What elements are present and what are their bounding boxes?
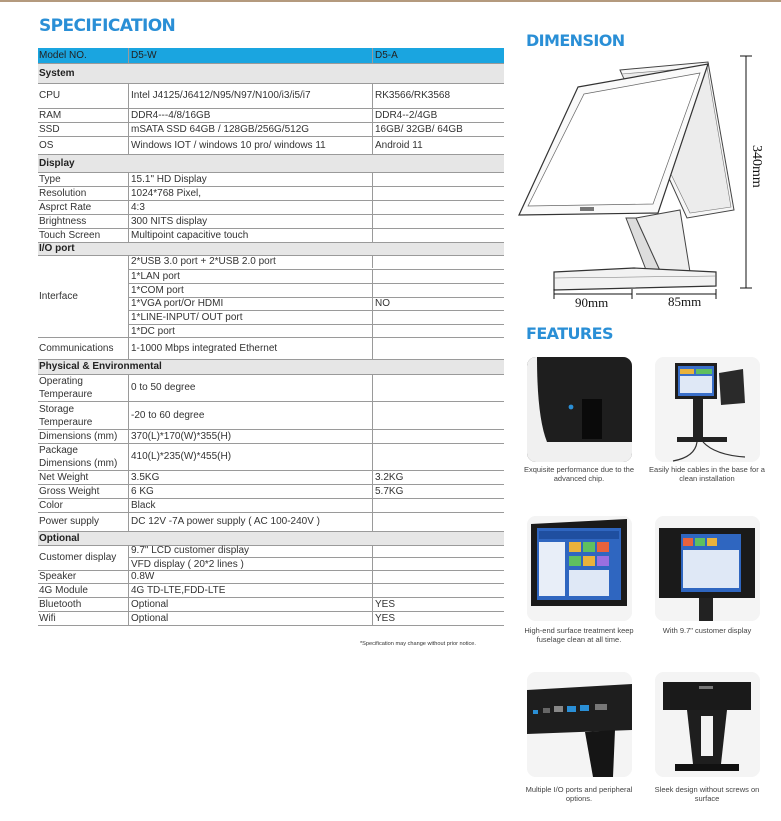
section-label: Optional — [39, 532, 80, 544]
value-d5w: Optional — [128, 612, 372, 625]
value-d5w: 1*LINE-INPUT/ OUT port — [128, 311, 372, 324]
features-heading: FEATURES — [526, 324, 613, 343]
row-label: Wifi — [39, 612, 56, 624]
row-label: CPU — [39, 90, 61, 101]
io-ports-image — [527, 672, 632, 777]
table-row-dimensions — [38, 430, 504, 444]
value-d5w: mSATA SSD 64GB / 128GB/256G/512G — [128, 123, 372, 136]
value-d5w: Black — [128, 499, 372, 512]
feature-caption: Exquisite performance due to the advanced chip. — [523, 465, 635, 484]
table-row-power-supply — [38, 513, 504, 532]
depth-a-dimension-label: 90mm — [575, 295, 609, 310]
value-d5w: VFD display ( 20*2 lines ) — [128, 558, 372, 571]
terminal-with-cables-image — [655, 357, 760, 462]
table-row-type — [38, 173, 504, 187]
value-d5w: 2*USB 3.0 port + 2*USB 2.0 port — [128, 255, 372, 268]
customer-display-subrow — [128, 557, 504, 571]
feature-card-sleek-design — [655, 672, 760, 777]
table-row-interface — [38, 256, 504, 338]
value-d5a — [372, 513, 504, 531]
value-d5w: 1*LAN port — [128, 270, 372, 283]
table-row-4g-module — [38, 584, 504, 598]
row-label: Speaker — [39, 571, 77, 582]
section-system — [38, 64, 504, 84]
value-d5a — [372, 571, 504, 583]
value-d5a — [372, 325, 504, 338]
dimension-heading: DIMENSION — [526, 31, 625, 50]
table-header-row — [38, 48, 504, 64]
interface-subrow — [128, 297, 504, 310]
value-d5a — [372, 311, 504, 324]
value-d5w: 0.8W — [128, 571, 372, 583]
value-d5w: 1*COM port — [128, 284, 372, 297]
row-label: Type — [39, 173, 61, 185]
depth-b-dimension-label: 85mm — [668, 294, 702, 309]
table-row-net-weight — [38, 471, 504, 485]
feature-card-performance — [527, 357, 632, 462]
value-d5a — [372, 173, 504, 186]
specification-heading: SPECIFICATION — [39, 16, 176, 36]
row-label: Operating Temperaure — [39, 376, 93, 400]
row-label: SSD — [39, 123, 60, 135]
row-label: Asprct Rate — [39, 201, 92, 213]
row-label: Gross Weight — [39, 485, 100, 497]
row-label: Storage Temperaure — [39, 403, 93, 428]
table-row-touch-screen — [38, 229, 504, 243]
feature-card-customer-display — [655, 516, 760, 621]
interface-subrow — [128, 255, 504, 268]
brand-logo — [580, 207, 594, 211]
value-d5a — [372, 545, 504, 557]
interface-subrow — [128, 269, 504, 283]
header-model-d5w: D5-W — [128, 48, 372, 63]
row-label: Net Weight — [39, 471, 89, 483]
value-d5a — [372, 270, 504, 283]
table-row-bluetooth — [38, 598, 504, 612]
feature-caption: With 9.7" customer display — [662, 626, 752, 635]
value-d5a: 5.7KG — [372, 485, 504, 498]
row-label: Power supply — [39, 516, 100, 527]
row-label: Communications — [39, 342, 114, 354]
pos-terminal-dimension-drawing — [512, 50, 762, 305]
value-d5w: -20 to 60 degree — [128, 402, 372, 429]
row-label: Package Dimensions (mm) — [39, 445, 118, 469]
table-row-resolution — [38, 187, 504, 201]
row-label: Interface — [39, 290, 78, 302]
value-d5w: 1024*768 Pixel, — [128, 187, 372, 200]
table-row-customer-display — [38, 546, 504, 571]
specification-note: *Specification may change without prior notice. — [360, 641, 476, 647]
value-d5a — [372, 229, 504, 242]
value-d5a — [372, 187, 504, 200]
value-d5a — [372, 284, 504, 297]
feature-caption: Easily hide cables in the base for a clean installation — [649, 465, 765, 484]
terminal-rear-display-image — [655, 516, 760, 621]
table-row-gross-weight — [38, 485, 504, 499]
feature-card-surface-treatment — [527, 516, 632, 621]
row-label: Resolution — [39, 187, 87, 199]
value-d5w: Windows IOT / windows 10 pro/ windows 11 — [128, 137, 372, 154]
value-d5a — [372, 499, 504, 512]
value-d5w: DDR4---4/8/16GB — [128, 109, 372, 122]
table-row-ram — [38, 109, 504, 123]
value-d5w: DC 12V -7A power supply ( AC 100-240V ) — [128, 513, 372, 531]
table-row-package-dimensions — [38, 444, 504, 471]
value-d5a — [372, 430, 504, 443]
value-d5a: 16GB/ 32GB/ 64GB — [372, 123, 504, 136]
value-d5a — [372, 255, 504, 268]
row-label: Bluetooth — [39, 598, 82, 610]
interface-subrow — [128, 324, 504, 338]
value-d5a — [372, 584, 504, 597]
value-d5w: 3.5KG — [128, 471, 372, 484]
height-dimension-label: 340mm — [749, 145, 764, 188]
value-d5a: NO — [372, 298, 504, 310]
row-label: 4G Module — [39, 584, 88, 596]
row-label: OS — [39, 139, 54, 151]
value-d5w: 410(L)*235(W)*455(H) — [128, 444, 372, 470]
section-label: Physical & Environmental — [39, 361, 162, 372]
feature-caption: High-end surface treatment keep fuselage clean at all time. — [524, 626, 634, 645]
terminal-screen-image — [527, 516, 632, 621]
value-d5w: 6 KG — [128, 485, 372, 498]
value-d5w: Intel J4125/J6412/N95/N97/N100/i3/i5/i7 — [128, 84, 372, 108]
value-d5w: 0 to 50 degree — [128, 375, 372, 401]
row-label: RAM — [39, 109, 62, 121]
row-label: Brightness — [39, 215, 87, 227]
value-d5w: 300 NITS display — [128, 215, 372, 228]
customer-display-subrow — [128, 545, 504, 557]
value-d5a: 3.2KG — [372, 471, 504, 484]
section-physical-environmental — [38, 360, 504, 375]
value-d5w: 1-1000 Mbps integrated Ethernet — [128, 338, 372, 359]
row-label: Dimensions (mm) — [39, 430, 118, 442]
value-d5a: YES — [372, 612, 504, 625]
interface-subrow — [128, 283, 504, 297]
feature-caption: Sleek design without screws on surface — [654, 785, 760, 804]
table-row-cpu — [38, 84, 504, 109]
value-d5w: 4:3 — [128, 201, 372, 214]
table-row-brightness — [38, 215, 504, 229]
table-row-operating-temperature — [38, 375, 504, 402]
interface-subrow — [128, 310, 504, 324]
top-divider-line — [0, 0, 781, 2]
value-d5w: 1*DC port — [128, 325, 372, 338]
feature-card-cable-hiding — [655, 357, 760, 462]
value-d5a: RK3566/RK3568 — [372, 84, 504, 108]
section-label: Display — [39, 157, 75, 169]
row-label: Color — [39, 499, 63, 511]
value-d5a — [372, 338, 504, 359]
value-d5w: 370(L)*170(W)*355(H) — [128, 430, 372, 443]
value-d5a — [372, 201, 504, 214]
section-optional — [38, 532, 504, 546]
row-label: Customer display — [39, 552, 117, 563]
table-row-communications — [38, 338, 504, 360]
value-d5w: 9.7" LCD customer display — [128, 545, 372, 557]
value-d5a: Android 11 — [372, 137, 504, 154]
value-d5a — [372, 375, 504, 401]
value-d5w: Optional — [128, 598, 372, 611]
table-row-ssd — [38, 123, 504, 137]
row-label: Touch Screen — [39, 229, 101, 241]
section-label: I/O port — [39, 243, 75, 254]
section-label: System — [39, 67, 75, 79]
table-row-os — [38, 137, 504, 155]
value-d5a — [372, 402, 504, 429]
terminal-back-image — [655, 672, 760, 777]
value-d5a: YES — [372, 598, 504, 611]
section-display — [38, 155, 504, 173]
value-d5w: Multipoint capacitive touch — [128, 229, 372, 242]
feature-card-io-ports — [527, 672, 632, 777]
terminal-closeup-image — [527, 357, 632, 462]
header-model-d5a: D5-A — [372, 48, 504, 63]
table-row-aspect-rate — [38, 201, 504, 215]
value-d5a — [372, 558, 504, 571]
table-row-wifi — [38, 612, 504, 626]
table-row-speaker — [38, 571, 504, 584]
header-model-label: Model NO. — [39, 49, 87, 61]
value-d5w: 1*VGA port/Or HDMI — [128, 298, 372, 310]
value-d5w: 15.1" HD Display — [128, 173, 372, 186]
value-d5w: 4G TD-LTE,FDD-LTE — [128, 584, 372, 597]
value-d5a: DDR4--2/4GB — [372, 109, 504, 122]
table-row-color — [38, 499, 504, 513]
table-row-storage-temperature — [38, 402, 504, 430]
value-d5a — [372, 444, 504, 470]
feature-caption: Multiple I/O ports and peripheral options. — [525, 785, 633, 804]
value-d5a — [372, 215, 504, 228]
